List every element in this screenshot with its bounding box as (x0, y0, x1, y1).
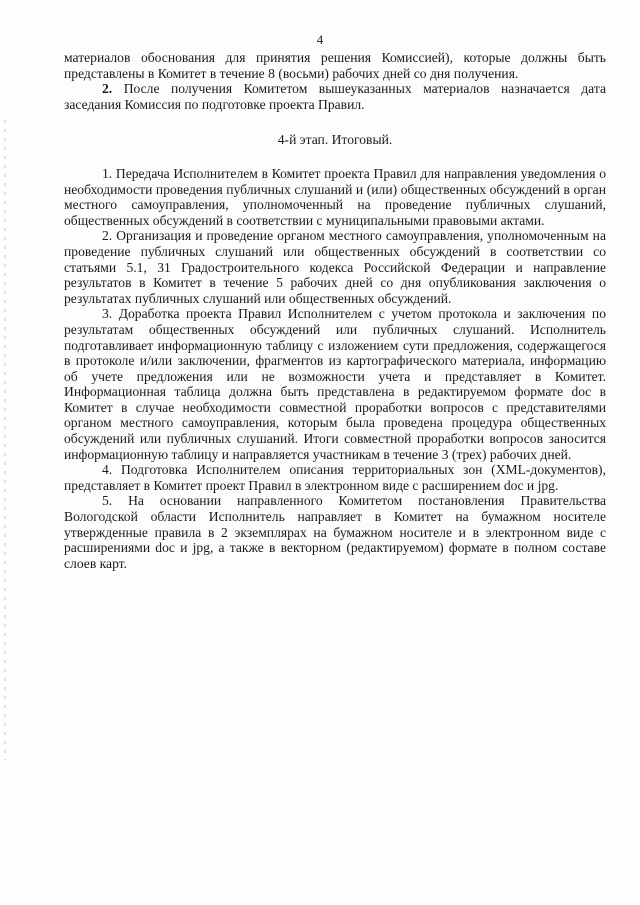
stage4-item-5: 5. На основании направленного Комитетом постановления Правительства Вологодской области Исполнитель направляет в Комитет на бумажном носителе утвержденные правила в 2 экземплярах на бумажном носителе и в электронном виде с расширениями doc и jpg, а также в векторном (редактируемом) формате в полном составе слоев карт. (64, 493, 606, 571)
stage4-item-3: 3. Доработка проекта Правил Исполнителем с учетом протокола и заключения по результатам общественных обсуждений или публичных слушаний. Исполнитель подготавливает информационную таблицу с изложением сути предложения, содержащегося в протоколе и/или заключении, фрагментов из картографического материала, информацию об учете предложения или не возможности учета и представляет в Комитет. Информационная таблица должна быть представлена в редактируемом формате doc в Комитет в случае необходимости совместной проработки вопросов с представителями органом местного самоуправления, которым была проведена процедура общественных обсуждений или публичных слушаний. Итоги совместной проработки вопросов заносится информационную таблицу и направляется участникам в течение 3 (трех) рабочих дней. (64, 306, 606, 462)
stage4-item-2: 2. Организация и проведение органом местного самоуправления, уполномоченным на проведение публичных слушаний или общественных обсуждений в соответствии со статьями 5.1, 31 Градостроительного кодекса Российской Федерации и направление результатов в Комитет в течение 5 рабочих дней со дня опубликования заключения о результатах публичных слушаний или общественных обсуждений. (64, 228, 606, 306)
document-body (64, 50, 606, 571)
stage4-item-1: 1. Передача Исполнителем в Комитет проекта Правил для направления уведомления о необходимости проведения публичных слушаний и (или) общественных обсуждений в орган местного самоуправления, уполномоченный на проведение публичных слушаний, общественных обсуждений в соответствии с муниципальными правовыми актами. (64, 165, 606, 228)
stage3-item-2 (64, 81, 606, 112)
stage3-item-2-text: После получения Комитетом вышеуказанных материалов назначается дата заседания Комиссия по подготовке проекта Правил. (64, 81, 606, 112)
stage4-item-4: 4. Подготовка Исполнителем описания территориальных зон (XML-документов), представляет в Комитет проект Правил в электронном виде с расширением doc и jpg. (64, 462, 606, 493)
stage3-continuation: материалов обоснования для принятия решения Комиссией), которые должны быть представлены в Комитет в течение 8 (восьми) рабочих дней со дня получения. (64, 50, 606, 81)
stage4-heading: 4-й этап. Итоговый. (277, 132, 393, 148)
scan-edge-artifact (4, 120, 6, 760)
stage3-item-2-number: 2. (102, 81, 113, 97)
page-number: 4 (316, 32, 324, 47)
